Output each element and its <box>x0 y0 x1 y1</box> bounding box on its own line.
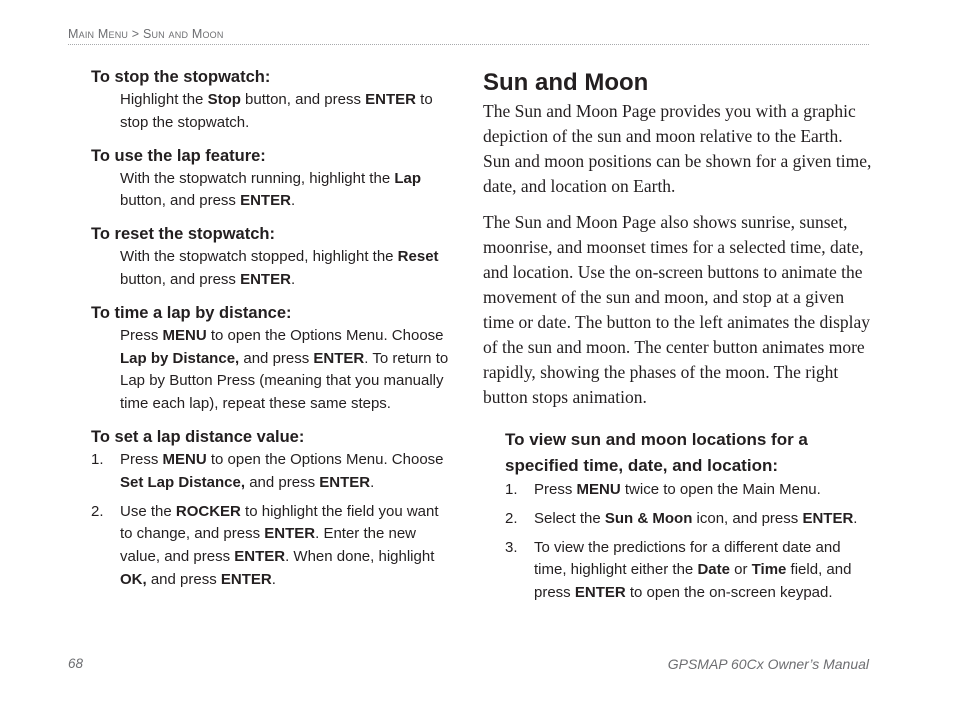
sun-moon-term: Sun & Moon <box>604 509 693 527</box>
reset-term: Reset <box>397 248 439 266</box>
section-body <box>91 325 453 416</box>
enter-term: ENTER <box>234 548 286 566</box>
body-text: and press <box>146 570 221 588</box>
step-number: 2. <box>91 502 104 520</box>
body-text: . Enter the new value, and press <box>120 525 417 566</box>
body-text: . <box>370 473 375 491</box>
list-item <box>505 479 873 502</box>
body-text: button, and press <box>120 270 241 288</box>
section-heading: To reset the stopwatch: <box>91 225 275 244</box>
set-lap-distance-term: Set Lap Distance, <box>120 473 246 491</box>
body-text: to stop the stopwatch. <box>120 91 433 131</box>
section-heading: To use the lap feature: <box>91 146 266 165</box>
set-lap-distance-section <box>91 426 453 592</box>
stop-term: Stop <box>207 91 241 108</box>
manual-title: GPSMAP 60Cx Owner’s Manual <box>667 656 869 672</box>
rocker-term: ROCKER <box>175 502 241 520</box>
body-text: twice to open the Main Menu. <box>620 481 821 498</box>
enter-term: ENTER <box>240 270 291 288</box>
section-heading: To set a lap distance value: <box>91 427 305 446</box>
body-text: and press <box>239 349 314 367</box>
enter-term: ENTER <box>802 509 854 527</box>
stop-stopwatch-section <box>91 66 453 135</box>
body-text: and press <box>245 473 320 491</box>
body-text: button, and press <box>120 192 241 210</box>
section-title: Sun and Moon <box>483 69 649 96</box>
body-text: . <box>853 509 858 527</box>
body-text: to open the Options Menu. Choose <box>206 450 444 468</box>
body-text: Use the <box>120 502 176 520</box>
reset-stopwatch-section <box>91 223 453 292</box>
enter-term: ENTER <box>319 473 371 491</box>
list-item <box>91 449 453 495</box>
body-text: Press <box>120 450 163 468</box>
step-number: 1. <box>505 481 518 498</box>
body-text: to highlight the field you want to change, and press <box>120 502 439 543</box>
body-text: With the stopwatch stopped, highlight the <box>120 248 398 266</box>
step-number: 2. <box>505 509 518 527</box>
menu-term: MENU <box>576 481 621 498</box>
body-text: To view the predictions for a different date and time, highlight either the <box>534 538 841 579</box>
body-text: . <box>290 192 296 210</box>
right-column <box>483 69 873 611</box>
enter-term: ENTER <box>240 192 291 210</box>
header-rule <box>68 44 869 45</box>
body-text: icon, and press <box>692 509 803 527</box>
body-text: . To return to Lap by Button Press (meaning that you manually time each lap), repeat these same steps. <box>120 349 449 413</box>
body-text: to open the on-screen keypad. <box>625 584 833 602</box>
body-text: . <box>271 570 276 588</box>
section-heading: To time a lap by distance: <box>91 303 292 322</box>
body-text: button, and press <box>240 91 366 108</box>
list-item <box>505 537 873 605</box>
enter-term: ENTER <box>313 349 365 367</box>
lap-feature-section <box>91 145 453 214</box>
step-number: 3. <box>505 538 518 556</box>
date-term: Date <box>697 561 730 579</box>
details-paragraph: The Sun and Moon Page also shows sunrise, sunset, moonrise, and moonset times for a selected time, date, and location. Use the on-screen buttons to animate the movement of the sun and moon, and stop at a given time or date. The button to the left animates the display of the sun and moon. The center button animates more rapidly, showing the phases of the moon. The right button stops animation. <box>483 212 871 407</box>
body-text: . When done, highlight <box>285 548 435 566</box>
menu-term: MENU <box>162 326 207 344</box>
enter-term: ENTER <box>220 570 272 588</box>
lap-by-distance-section <box>91 302 453 416</box>
body-text: Press <box>120 326 163 344</box>
intro-paragraph: The Sun and Moon Page provides you with a graphic depiction of the sun and moon relative to the Earth. Sun and moon positions can be shown for a given time, date, and location on Earth. <box>483 101 872 196</box>
lap-term: Lap <box>394 169 422 187</box>
ok-term: OK, <box>120 570 147 588</box>
body-text: Select the <box>534 509 605 527</box>
section-body <box>91 168 453 214</box>
body-text: With the stopwatch running, highlight the <box>120 169 395 187</box>
lap-by-distance-term: Lap by Distance, <box>120 349 240 367</box>
time-term: Time <box>751 561 787 579</box>
body-text: to open the Options Menu. Choose <box>206 326 444 344</box>
list-item <box>91 501 453 592</box>
menu-term: MENU <box>162 450 207 468</box>
enter-term: ENTER <box>365 91 416 108</box>
enter-term: ENTER <box>574 584 626 602</box>
step-list <box>505 479 873 605</box>
view-locations-procedure <box>483 427 873 605</box>
body-text: Press <box>534 481 577 498</box>
procedure-heading: To view sun and moon locations for a specified time, date, and location: <box>505 430 808 475</box>
list-item <box>505 508 873 531</box>
body-text: . <box>290 270 296 288</box>
enter-term: ENTER <box>264 525 316 543</box>
section-heading: To stop the stopwatch: <box>91 68 271 86</box>
body-text: or <box>729 561 752 579</box>
step-list <box>91 449 453 592</box>
left-column <box>91 66 453 602</box>
body-text: Highlight the <box>120 91 208 108</box>
section-body <box>91 246 453 292</box>
body-text: field, and press <box>534 561 852 602</box>
step-number: 1. <box>91 450 104 468</box>
page-number: 68 <box>68 656 84 671</box>
section-body <box>91 89 453 135</box>
breadcrumb: Main Menu > Sun and Moon <box>68 27 224 41</box>
